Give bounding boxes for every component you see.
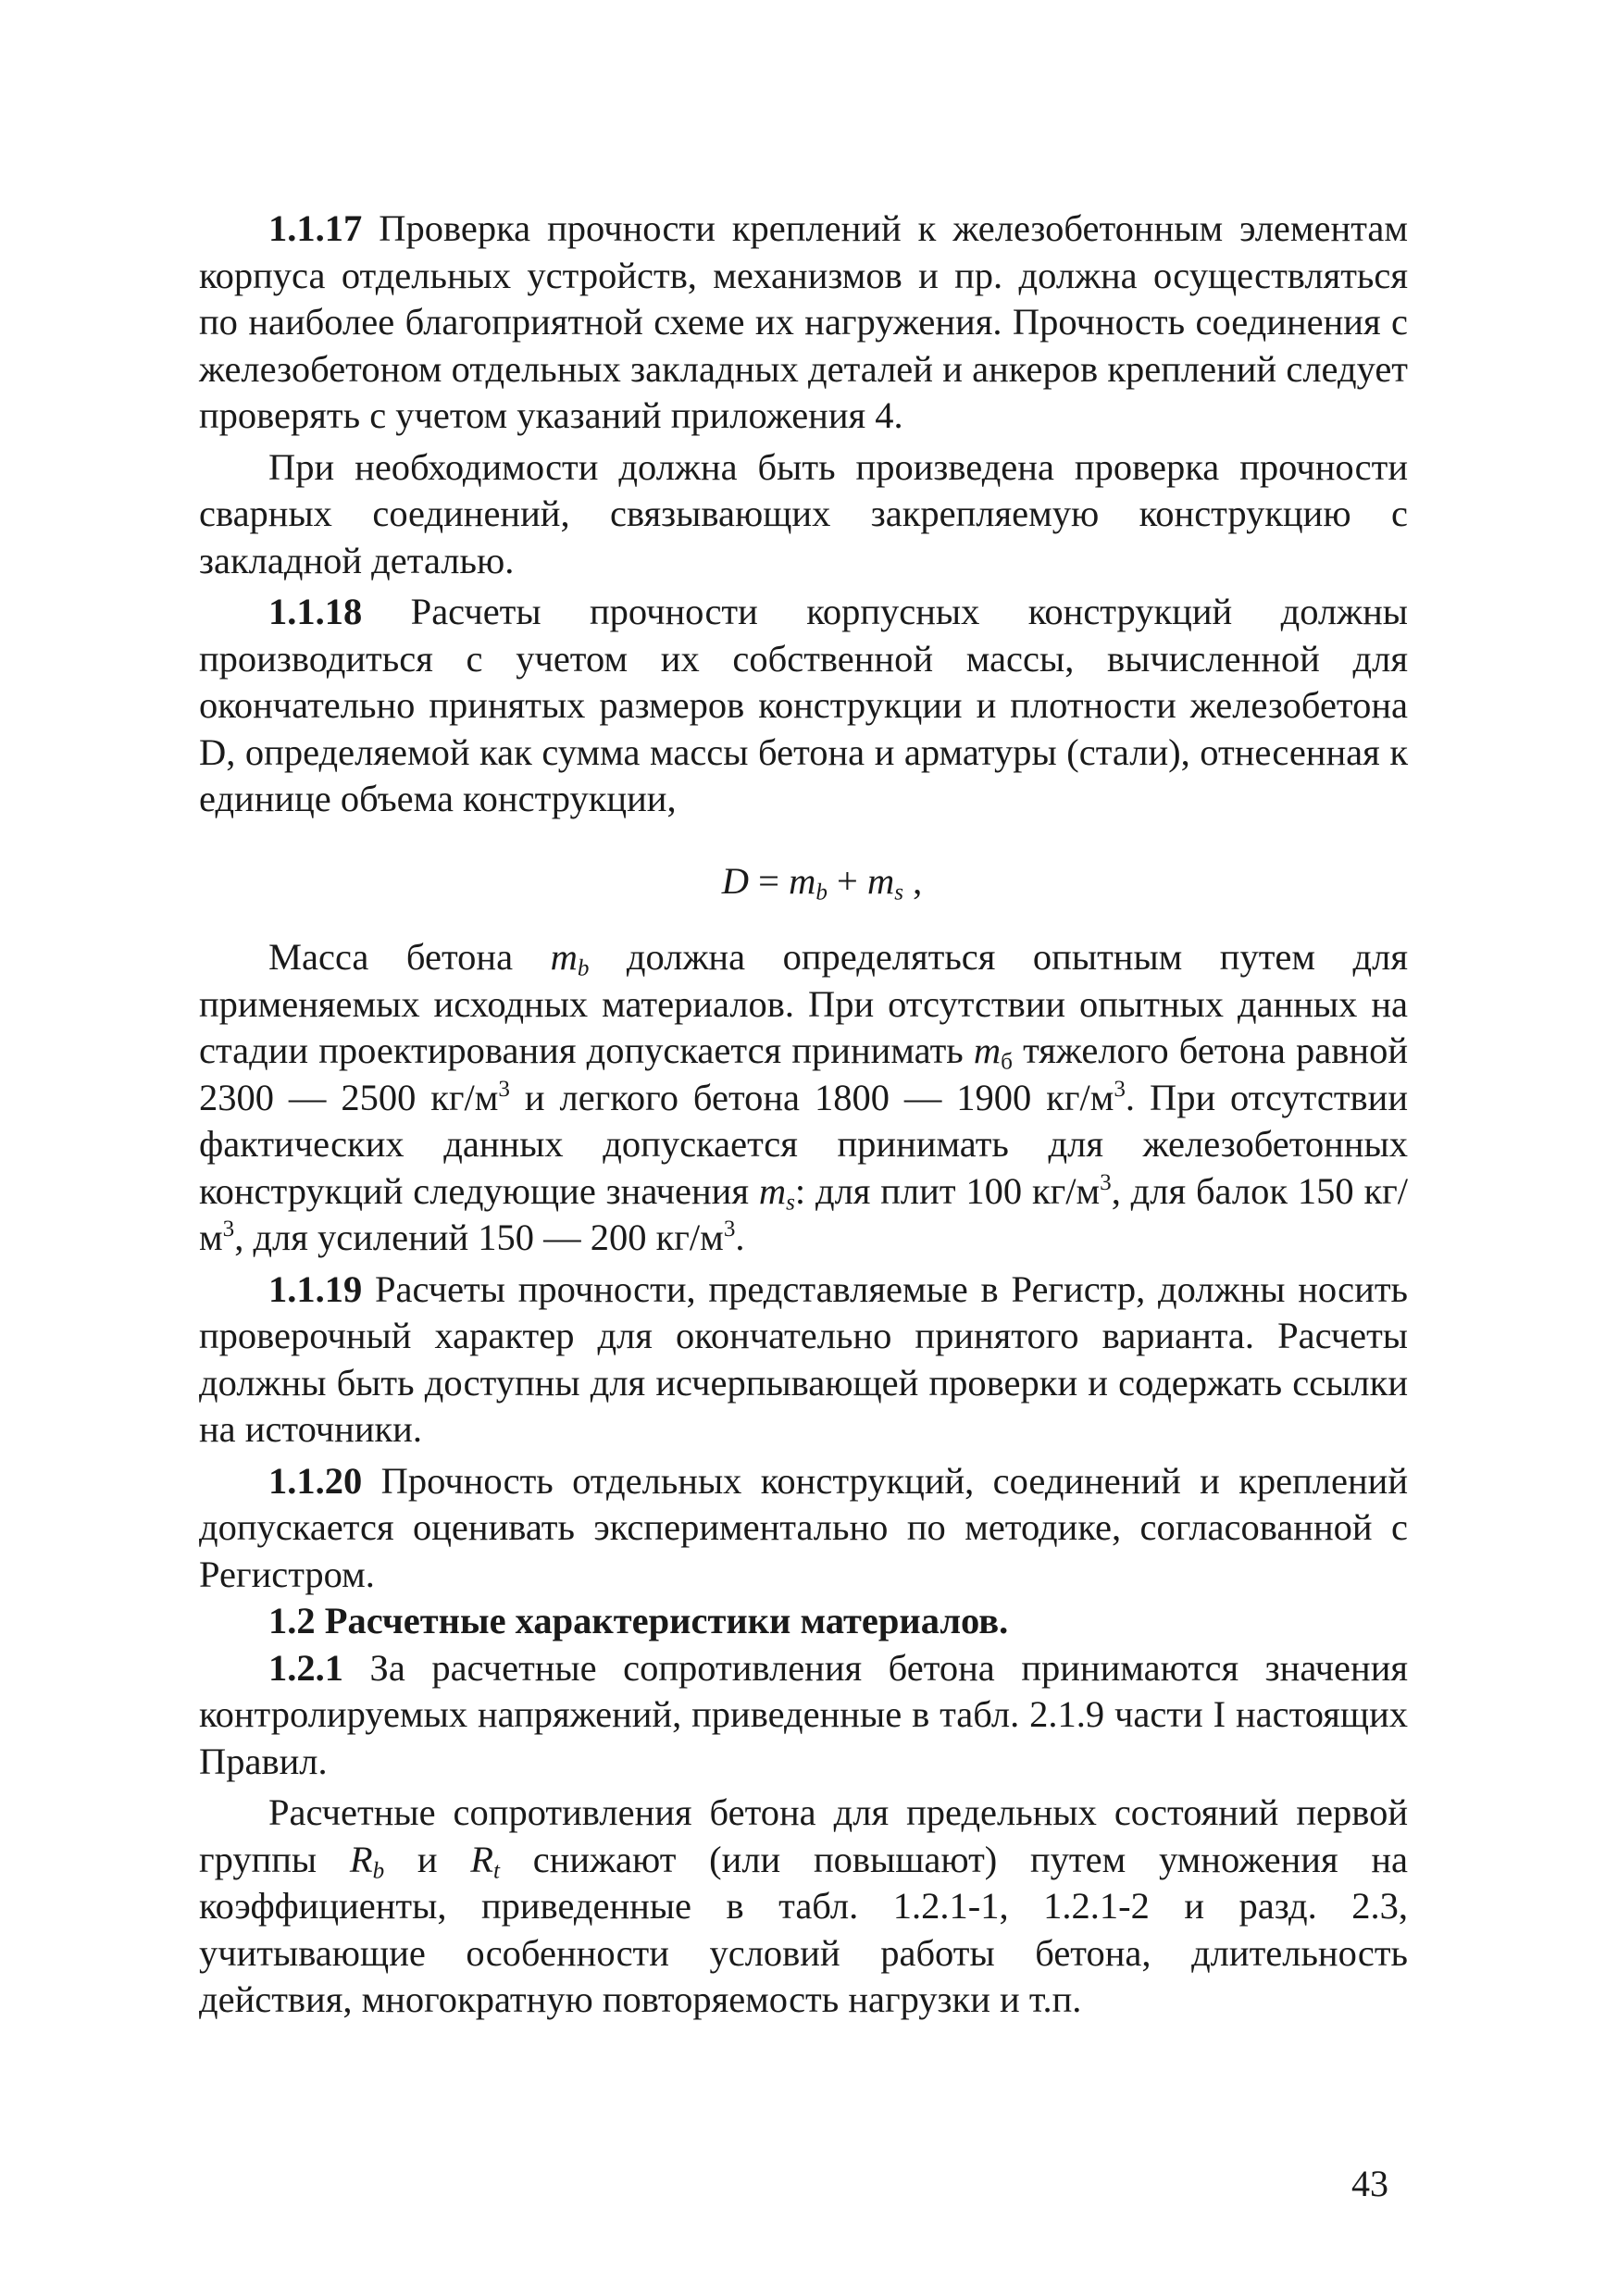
paragraph-design-resistance [199,1790,1408,2024]
formula-sub-b: b [815,879,828,905]
formula-mass-concrete: m [789,859,816,902]
formula-mass-steel: m [866,859,895,902]
text-run: снижают (или повышают) путем умножения на коэффициенты, приведенные в табл. 1.2.1-1, 1.2.1-2 и разд. 2.3, учитывающие особенности условий работы бетона, длительность действия, многократную повторяемость нагрузки и т.п. [199,1838,1408,2020]
symbol-sub: b [577,955,590,981]
paragraph-text: Проверка прочности креплений к железобетонным элементам корпуса отдельных устройств, механизмов и пр. должна осуществляться по наиболее благоприятной схеме их нагружения. Прочность соединения с железобетоном отдельных закладных деталей и анкеров креплений следует проверять с учетом указаний приложения 4. [199,207,1408,436]
paragraph-1-1-17 [199,206,1408,440]
paragraph-1-1-20 [199,1458,1408,1599]
page-number: 43 [1351,2163,1388,2204]
text-run: , для усилений 150 — 200 кг/м [234,1217,724,1258]
paragraph-1-2-1 [199,1645,1408,1786]
paragraph-text: Прочность отдельных конструкций, соединений и креплений допускается оценивать экспериментально по методике, согласованной с Регистром. [199,1459,1408,1595]
paragraph-text: При необходимости должна быть произведена проверка прочности сварных соединений, связывающих закрепляемую конструкцию с закладной деталью. [199,445,1408,581]
formula-plus: + [827,859,867,902]
paragraph-text: Расчеты прочности корпусных конструкций должны производиться с учетом их собственной массы, вычисленной для окончательно принятых размеров конструкции и плотности железобетона D, определяемой как сумма массы бетона и арматуры (стали), отнесенная к единице объема конструкции, [199,591,1408,819]
formula-sub-s: s [894,879,904,905]
clause-number: 1.1.17 [268,207,363,249]
section-heading: 1.2 Расчетные характеристики материалов. [268,1600,1009,1641]
paragraph-text: За расчетные сопротивления бетона принимаются значения контролируемых напряжений, приведенные в табл. 2.1.9 части I настоящих Правил. [199,1646,1408,1782]
density-formula [199,858,1408,905]
text-run: Масса бетона [268,936,551,978]
symbol-m: m [973,1029,1002,1071]
clause-number: 1.1.19 [268,1267,363,1310]
superscript: 3 [1114,1076,1126,1102]
symbol-sub: t [493,1857,501,1883]
symbol-sub: б [1001,1049,1013,1075]
superscript: 3 [222,1216,235,1242]
text-run: должна определяться опытным путем для применяемых исходных материалов. При отсутствии опытных данных на стадии проектирования допускается принимать [199,936,1408,1071]
text-run: . [735,1217,745,1258]
symbol-m: m [758,1169,787,1212]
formula-lhs: D [721,859,749,902]
symbol-r: R [349,1838,373,1880]
text-run: и легкого бетона 1800 — 1900 кг/м [509,1076,1114,1118]
superscript: 3 [723,1216,736,1242]
clause-number: 1.1.18 [268,591,363,632]
superscript: 3 [498,1076,510,1102]
clause-number: 1.1.20 [268,1459,363,1502]
text-run: тяжелого бетона равной 2300 — 2500 кг/м [199,1029,1409,1118]
paragraph-text: Расчеты прочности, представляемые в Регистр, должны носить проверочный характер для окончательно принятого варианта. Расчеты должны быть доступны для исчерпывающей проверки и содержать ссылки на источники. [199,1267,1408,1450]
paragraph-welded-joints [199,444,1408,585]
formula-tail: , [903,859,923,902]
paragraph-1-1-19 [199,1267,1408,1454]
text-run: . При отсутствии фактических данных допускается принимать для железобетонных конструкций следующие значения [199,1076,1408,1212]
paragraph-1-1-18 [199,589,1408,823]
paragraph-concrete-mass [199,934,1408,1262]
symbol-m: m [550,936,578,978]
text-run: Расчетные сопротивления бетона для предельных состояний первой группы [199,1791,1408,1880]
text-run: и [384,1838,471,1880]
symbol-sub: b [372,1857,385,1883]
symbol-sub: s [786,1189,795,1215]
clause-number: 1.2.1 [268,1646,343,1689]
superscript: 3 [1100,1169,1112,1195]
formula-equals: = [748,859,790,902]
symbol-r: R [470,1838,494,1880]
body-text [199,206,1408,2024]
text-run: , для балок 150 кг/м [199,1169,1408,1258]
text-run: : для плит 100 кг/м [794,1169,1101,1212]
